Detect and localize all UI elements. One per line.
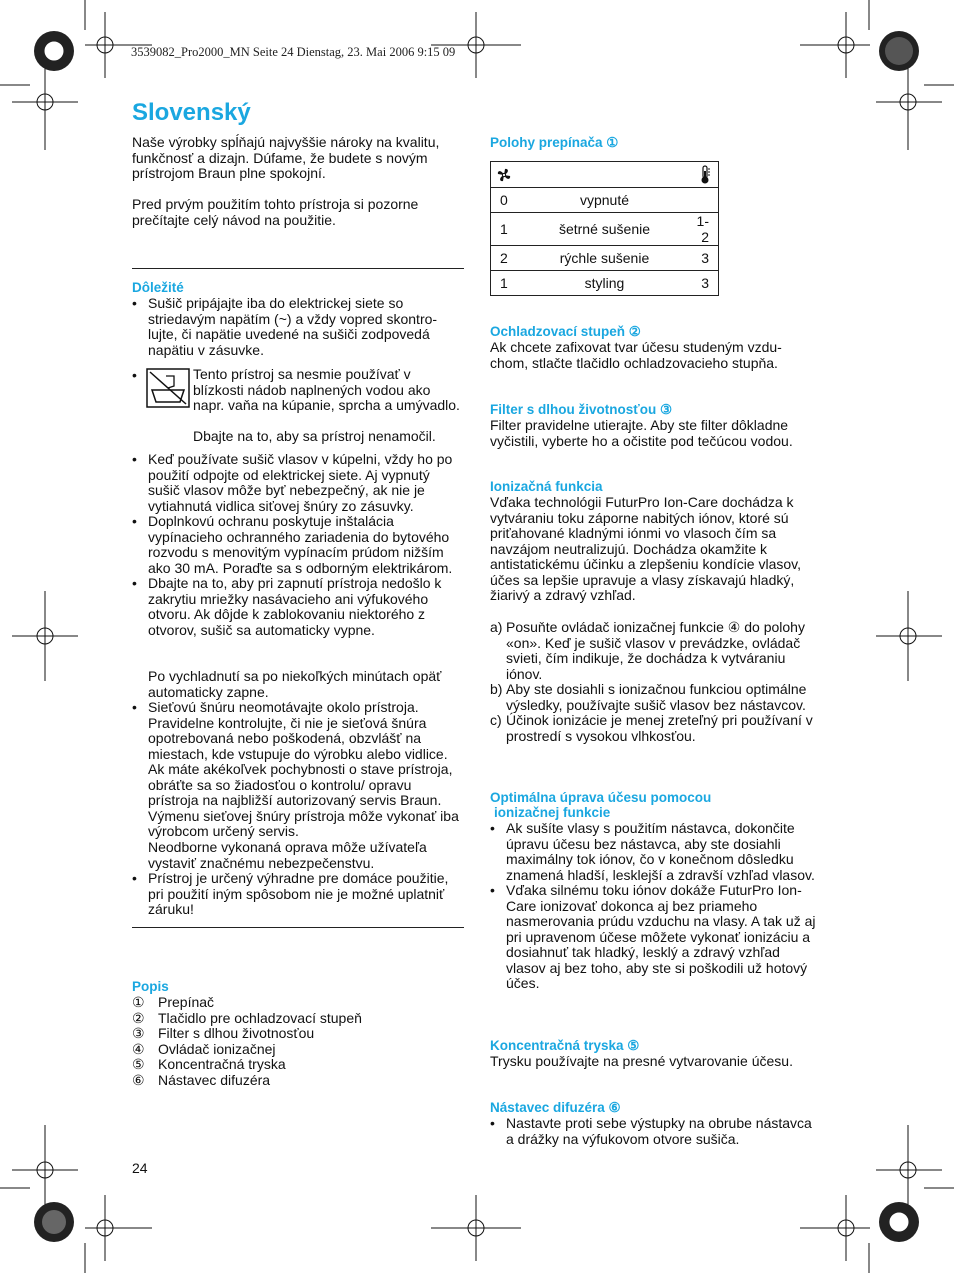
dolezite-continuation-2: Neodborne vykonaná oprava môže užívateľa vystaviť značnému nebezpečenstvu. [148,839,427,871]
dolezite-list-3 [132,700,464,840]
list-item: ② Tlačidlo pre ochladzovací stupeň [132,1009,362,1026]
list-item: ① Prepínač [132,994,215,1010]
dolezite-list-1 [132,296,464,358]
table-row: 1 šetrné sušenie 1-2 [491,213,718,246]
table-row: 0 vypnuté [491,188,718,213]
print-slug: 3539082_Pro2000_MN Seite 24 Dienstag, 23. Mai 2006 9:15 09 [131,45,456,59]
switch-table-body [491,187,718,295]
list-item: c) Účinok ionizácie je menej zreteľný pri používaní v prostredí s vysokou vlhkosťou. [490,712,813,744]
list-item: • Doplnkovú ochranu poskytuje inštalácia vypínacieho ochranného zariadenia do bytového rozvodu s menovitým vypínacím prúdom nižším ako 30 mA. Poraďte sa s odborným elektrikárom. [132,514,464,576]
dolezite-list-4 [132,871,464,918]
page-title: Slovenský [132,99,251,126]
nastavec-heading: Nástavec difuzéra ⑥ [490,1100,621,1115]
list-item: • Dbajte na to, aby pri zapnutí prístroja nedošlo k zakrytiu mriežky nasávacieho ani výfukového otvoru. Ak dôjde k zablokovaniu niektorého z otvorov, sušič sa automaticky vypne. [132,576,464,638]
ionizacna-text: Vďaka technológii FuturPro Ion-Care dochádza k vytváraniu toku záporne nabitých iónov, ktoré sú priťahované kladnými iónmi vo vlasoch čím sa navzájom neutralizujú. Dochádza okamžite k antistatickému účinku a zlepšeniu kondície vlasov, účes sa lepšie upravuje a vlasy získavajú hladký, žiarivý a zdravý vzhľad. [490,494,802,603]
koncentracna-heading: Koncentračná tryska ⑤ [490,1038,640,1053]
dolezite-heading: Dôležité [132,280,184,295]
intro-paragraph-2: Pred prvým použitím tohto prístroja si pozorne prečítajte celý návod na použitie. [132,196,419,228]
koncentracna-text: Trysku používajte na presné vytvarovanie účesu. [490,1053,793,1069]
optimalna-heading-1: Optimálna úprava účesu pomocou [490,790,712,805]
list-item: • Sušič pripájajte iba do elektrickej siete so striedavým napätím (~) a vždy vopred skontro- lujte, či napätie uvedené na sušiči zodpovedá napätiu v zásuvke. [132,296,464,358]
filter-text: Filter pravidelne utierajte. Aby ste filter dôkladne vyčistili, vyberte ho a očistite pod tečúcou vodou. [490,417,793,449]
fan-icon [496,167,512,183]
table-row: 1 styling 3 [491,271,718,296]
nastavec-list [490,1116,822,1147]
polohy-heading: Polohy prepínača ① [490,135,619,150]
list-item: ⑥ Nástavec difuzéra [132,1071,271,1088]
ionizacna-heading: Ionizačná funkcia [490,479,603,494]
page-number: 24 [132,1160,148,1176]
list-item: • Prístroj je určený výhradne pre domáce použitie, pri použití iným spôsobom nie je možné uplatniť záruku! [132,871,464,918]
bath-warning-text-2: Dbajte na to, aby sa prístroj nenamočil. [193,428,436,444]
list-item: ⑤ Koncentračná tryska [132,1056,286,1072]
optimalna-heading-2: ionizačnej funkcie [494,805,611,820]
table-header [491,162,718,187]
list-item: • Keď používate sušič vlasov v kúpelni, vždy ho po použití odpojte od elektrickej siete. Aj vypnutý sušič vlasov môže byť nebezpečný, ak nie je vytiahnutá vidlica siťovej šnúry zo zásuvky. [132,452,464,514]
intro-paragraph-1: Naše výrobky spĺňajú najvyššie nároky na kvalitu, funkčnosť a dizajn. Dúfame, že budete s novým prístrojom Braun plne spokojní. [132,134,440,181]
filter-heading: Filter s dlhou životnosťou ③ [490,402,673,417]
optimalna-list [490,821,822,992]
list-item: ④ Ovládač ionizačnej [132,1040,276,1057]
list-item: ③ Filter s dlhou životnosťou [132,1025,315,1041]
section-divider [132,927,464,928]
list-item: • Sieťovú šnúru neomotávajte okolo prístroja. Pravidelne kontrolujte, či nie je sieťová šnúra opotrebovaná nebo poškodená, obzvlášť na miestach, kde vstupuje do výrobku alebo vidlice. Ak máte akékoľvek pochybnosti o stave prístroja, obráťte sa so žiadosťou o kontrolu/ opravu prístroja na najbližší autorizovaný servis Braun. Výmenu sieťovej šnúry prístroja môže vykonať iba výrobcom určený servis. [132,700,464,840]
table-row: 2 rýchle sušenie 3 [491,246,718,271]
list-item: a) Posuňte ovládač ionizačnej funkcie ④ do polohy «on». Keď je sušič vlasov v prevádzke, ovládač svieti, čím indikuje, že dochádza k vytváraniu iónov. [490,619,805,682]
list-item: • Nastavte proti sebe výstupky na obrube nástavca a drážky na výfukovom otvore sušiča. [490,1116,822,1147]
list-item: • Ak sušíte vlasy s použitím nástavca, dokončite úpravu účesu bez nástavca, aby ste dosiahli maximálny tok iónov, čo v konečnom dôsledku znamená hladší, lesklejší a zdravší vzhľad vlasov. [490,821,822,883]
switch-positions-table [490,161,719,296]
list-item: • Vďaka silnému toku iónov dokáže FuturPro Ion-Care ionizovať dokonca aj bez priameho nasmerovania prúdu vzduchu na vlasy. A tak už aj pri upravenom účese môžete vykonať ionizáciu a dosiahnuť tak hladký, lesklý a zdravý vzhľad vlasov aj bez toho, aby ste si poškodili už hotový účes. [490,883,822,992]
thermometer-icon [698,165,712,185]
ionizacna-steps [490,620,822,744]
popis-list [132,995,464,1088]
bath-warning-text: Tento prístroj sa nesmie používať v blízkosti nádob naplnených vodou ako napr. vaňa na kúpanie, sprcha a umývadlo. [193,366,460,413]
ochladzovaci-text: Ak chcete zafixovat tvar účesu studeným vzdu- chom, stlačte tlačidlo ochladzovacieho stupňa. [490,339,782,371]
section-divider [132,268,464,269]
dolezite-list-2 [132,452,464,638]
list-item: b) Aby ste dosiahli s ionizačnou funkciou optimálne výsledky, používajte sušič vlasov bez nástavcov. [490,681,807,713]
dolezite-continuation: Po vychladnutí sa po niekoľkých minútach opäť automaticky zapne. [148,668,442,700]
popis-heading: Popis [132,979,169,994]
no-bath-warning-icon [146,368,190,408]
ochladzovaci-heading: Ochladzovací stupeň ② [490,324,641,339]
